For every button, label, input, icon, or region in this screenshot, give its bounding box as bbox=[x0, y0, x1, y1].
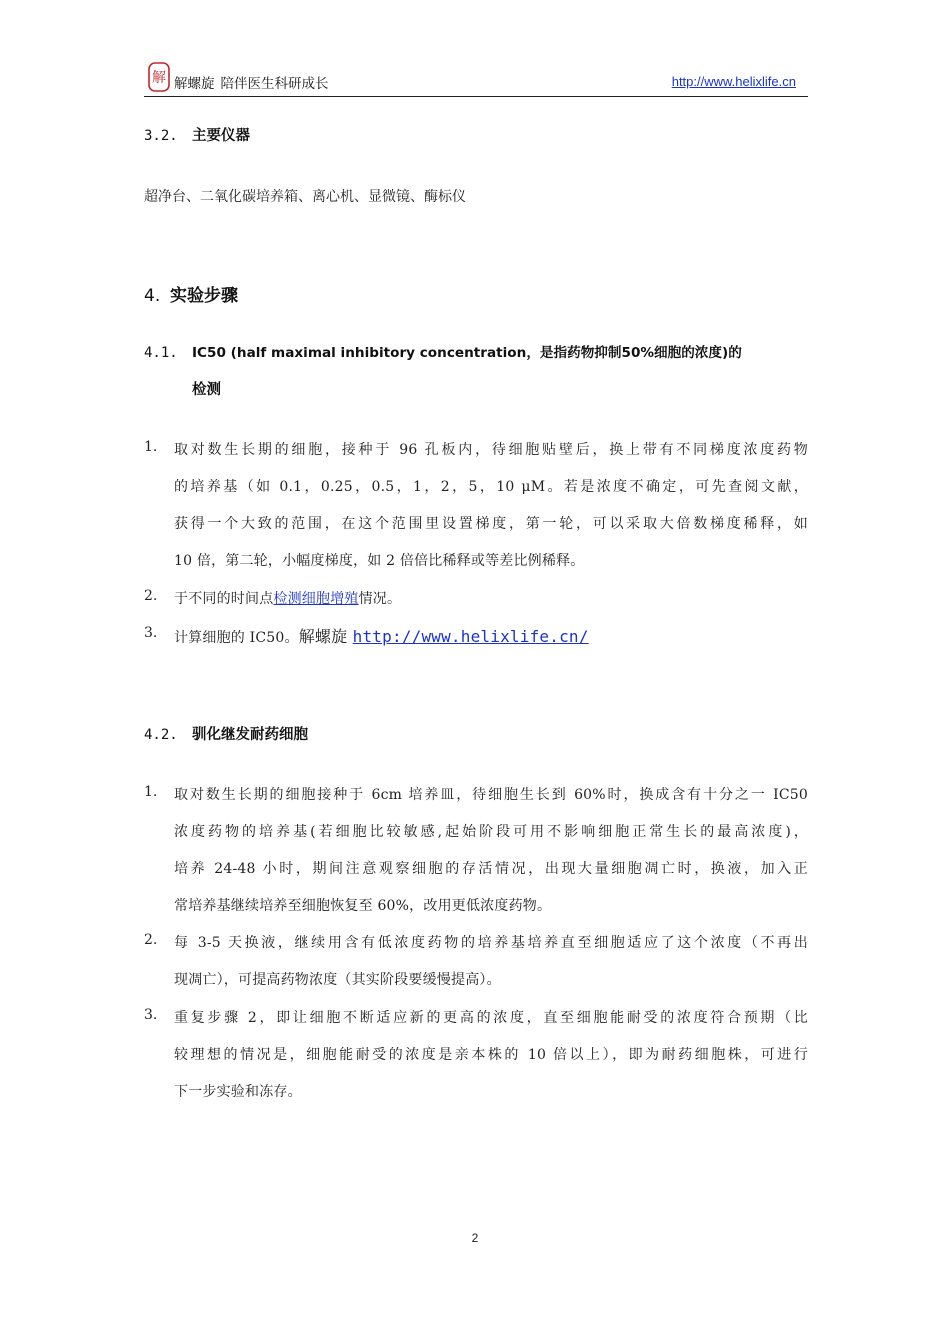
item-line: 重复步骤 2，即让细胞不断适应新的更高的浓度，直至细胞能耐受的浓度符合预期（比 bbox=[174, 1010, 808, 1026]
section-4-2-heading bbox=[144, 723, 308, 744]
detect-proliferation-link[interactable]: 检测细胞增殖 bbox=[273, 591, 359, 607]
item-number: 3. bbox=[144, 1007, 158, 1023]
page-number: 2 bbox=[471, 1231, 479, 1245]
item-line: 每 3-5 天换液，继续用含有低浓度药物的培养基培养直至细胞适应了这个浓度（不再出 bbox=[174, 935, 808, 951]
brand-name: 解螺旋 bbox=[174, 76, 215, 92]
item-line bbox=[174, 588, 401, 608]
item-text: 计算细胞的 IC50。 bbox=[174, 630, 299, 646]
item-number: 1. bbox=[144, 784, 158, 800]
item-line: 获得一个大致的范围，在这个范围里设置梯度，第一轮，可以采取大倍数梯度稀释，如 bbox=[174, 516, 808, 532]
item-line: 取对数生长期的细胞，接种于 96 孔板内，待细胞贴壁后，换上带有不同梯度浓度药物 bbox=[174, 442, 808, 458]
item-text: 情况。 bbox=[358, 591, 402, 607]
instruments-text: 超净台、二氧化碳培养箱、离心机、显微镜、酶标仪 bbox=[144, 189, 466, 205]
section-number: 4.2. bbox=[144, 727, 178, 743]
item-line: 浓度药物的培养基(若细胞比较敏感,起始阶段可用不影响细胞正常生长的最高浓度)， bbox=[174, 824, 808, 840]
item-number: 3. bbox=[144, 625, 158, 641]
item-number: 2. bbox=[144, 932, 158, 948]
section-title: 实验步骤 bbox=[170, 286, 238, 306]
section-title-line1: IC50 (half maximal inhibitory concentration，是指药物抑制50%细胞的浓度)的 bbox=[192, 345, 742, 361]
item-line: 现凋亡），可提高药物浓度（其实阶段要缓慢提高）。 bbox=[174, 972, 501, 988]
item-number: 2. bbox=[144, 588, 158, 604]
section-title: 驯化继发耐药细胞 bbox=[192, 727, 308, 743]
section-title: 主要仪器 bbox=[192, 128, 250, 144]
helixlife-logo-icon bbox=[148, 62, 170, 92]
section-4-1-heading-line2: 检测 bbox=[192, 382, 221, 398]
item-line: 下一步实验和冻存。 bbox=[174, 1084, 302, 1100]
section-number: 4. bbox=[144, 286, 161, 306]
item-line: 取对数生长期的细胞接种于 6cm 培养皿，待细胞生长到 60%时，换成含有十分之一 IC50 bbox=[174, 787, 808, 803]
header-brand bbox=[174, 72, 329, 92]
logo-glyph: 解 bbox=[152, 70, 166, 86]
item-text: 于不同的时间点 bbox=[174, 591, 274, 607]
item-line: 较理想的情况是，细胞能耐受的浓度是亲本株的 10 倍以上），即为耐药细胞株，可进行 bbox=[174, 1047, 808, 1063]
item-line bbox=[174, 624, 589, 647]
section-number: 3.2. bbox=[144, 128, 178, 144]
brand-slogan: 陪伴医生科研成长 bbox=[220, 76, 329, 92]
item-line: 培养 24-48 小时，期间注意观察细胞的存活情况，出现大量细胞凋亡时，换液，加入正 bbox=[174, 861, 808, 877]
page-header bbox=[144, 58, 808, 97]
section-3-2-heading bbox=[144, 124, 250, 145]
header-url-link[interactable]: http://www.helixlife.cn bbox=[671, 74, 796, 89]
helixlife-brand-text: 解螺旋 bbox=[298, 627, 353, 646]
item-line: 的培养基（如 0.1，0.25，0.5，1，2，5，10 μM。若是浓度不确定，可先查阅文献， bbox=[174, 479, 808, 495]
item-line: 10 倍，第二轮，小幅度梯度，如 2 倍倍比稀释或等差比例稀释。 bbox=[174, 553, 585, 569]
item-number: 1. bbox=[144, 439, 158, 455]
section-number: 4.1. bbox=[144, 345, 178, 361]
item-line: 常培养基继续培养至细胞恢复至 60%，改用更低浓度药物。 bbox=[174, 898, 552, 914]
section-4-1-heading bbox=[144, 341, 742, 361]
section-4-heading bbox=[144, 281, 238, 306]
helixlife-url-link[interactable]: http://www.helixlife.cn/ bbox=[352, 627, 589, 646]
